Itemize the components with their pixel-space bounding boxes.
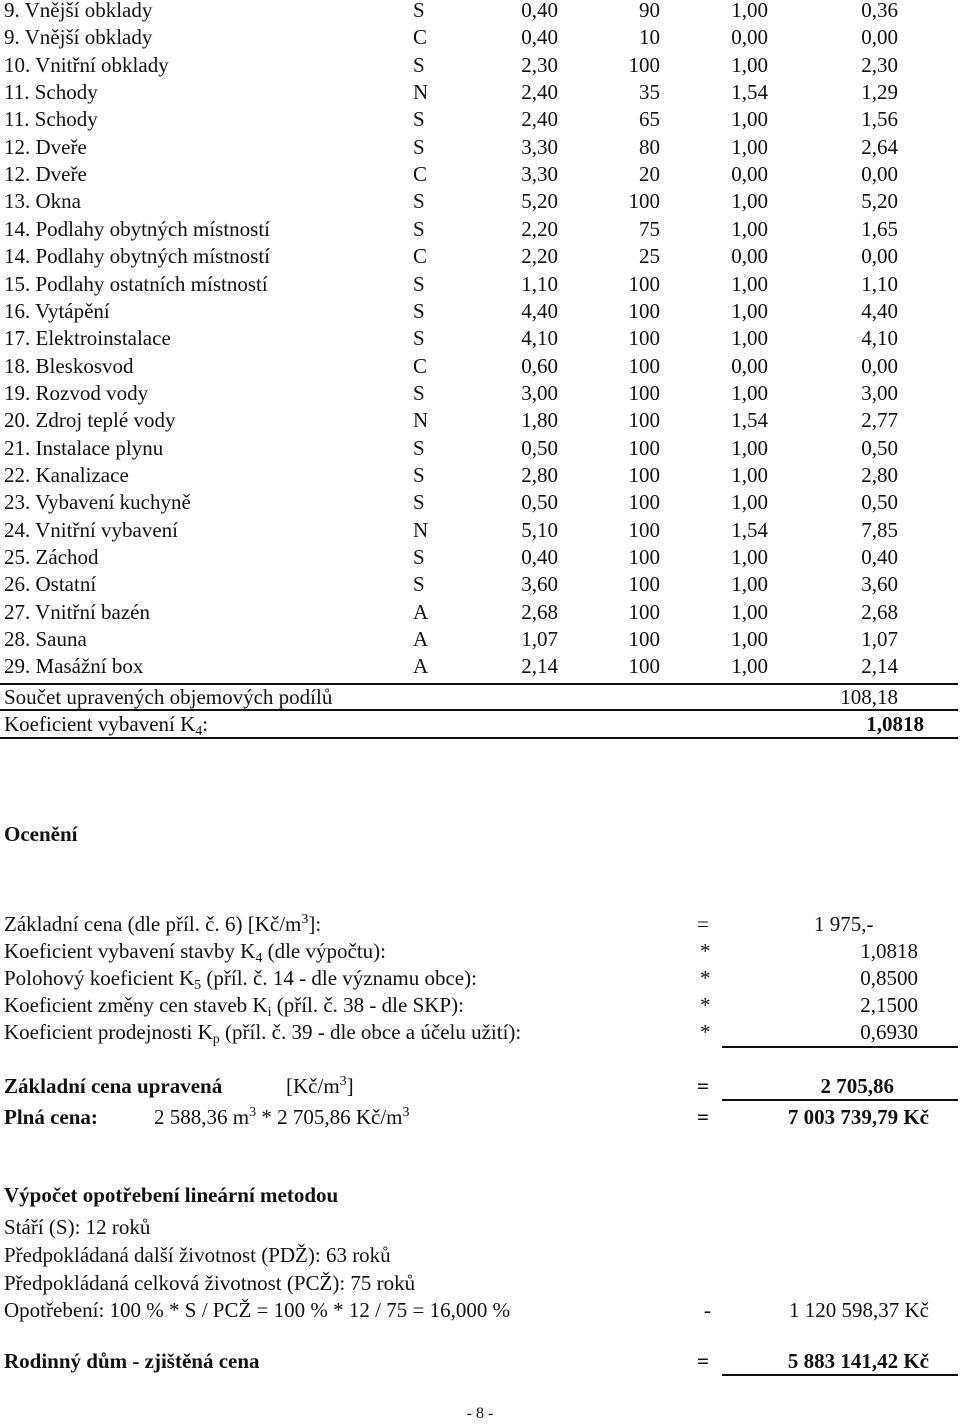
ki-op: *	[700, 993, 711, 1017]
cell-v1: 0,60	[521, 353, 558, 378]
cell-v3: 1,00	[731, 271, 768, 296]
table-row	[0, 188, 960, 215]
cell-v2: 100	[628, 52, 660, 77]
cell-v2: 100	[628, 435, 660, 460]
cell-v4: 0,00	[861, 244, 898, 269]
cell-name: 9. Vnější obklady	[4, 25, 153, 50]
cell-v2: 100	[628, 298, 660, 323]
page-number: - 8 -	[466, 1405, 494, 1422]
cell-v3: 1,00	[731, 326, 768, 351]
cell-v4: 4,10	[861, 326, 898, 351]
cell-v3: 1,00	[731, 0, 768, 22]
result-label: Rodinný dům - zjištěná cena	[4, 1349, 260, 1373]
cell-v4: 2,14	[861, 654, 898, 679]
kp-label: Koeficient prodejnosti $K_p$ (příl. č. 39 - dle obce a účelu užití):	[4, 1020, 522, 1047]
cell-v3: 1,00	[731, 298, 768, 323]
cell-v1: 5,10	[521, 517, 558, 542]
cell-v4: 1,29	[861, 80, 898, 105]
cell-v1: 0,50	[521, 435, 558, 460]
cell-v4: 2,80	[861, 462, 898, 487]
kp-underline	[722, 1046, 958, 1048]
cell-v1: 0,40	[521, 25, 558, 50]
cell-v3: 1,00	[731, 599, 768, 624]
cell-code: S	[413, 545, 425, 569]
full-price-label: Plná cena:	[4, 1105, 98, 1129]
cell-v4: 1,10	[861, 271, 898, 296]
base-price-label: Základní cena (dle příl. č. 6) $[Kč/m^3]$:	[4, 912, 322, 936]
cell-v3: 1,00	[731, 107, 768, 132]
cell-name: 11. Schody	[4, 107, 98, 132]
cell-v2: 100	[628, 326, 660, 351]
cell-v4: 0,00	[861, 25, 898, 50]
adjusted-price-label: Základní cena upravená	[4, 1074, 223, 1098]
cell-v1: 2,14	[521, 654, 558, 679]
cell-v2: 100	[628, 189, 660, 214]
adjusted-price-unit: $[Kč/m^3]$	[286, 1074, 354, 1098]
cell-v1: 2,40	[521, 107, 558, 132]
cell-v1: 2,68	[521, 599, 558, 624]
cell-name: 24. Vnitřní vybavení	[4, 517, 179, 542]
cell-v4: 1,65	[861, 216, 898, 241]
cell-code: S	[413, 271, 425, 296]
table-row	[0, 325, 960, 352]
cell-v2: 100	[628, 517, 660, 542]
cell-v4: 0,50	[861, 435, 898, 460]
cell-name: 12. Dveře	[4, 162, 87, 187]
full-price-expression: 2 588,36 $m^3 * 2$ 705,86 $Kč/m^3$	[154, 1105, 410, 1129]
sum-label: Součet upravených objemových podílů	[4, 685, 333, 709]
cell-name: 27. Vnitřní bazén	[4, 599, 150, 624]
k4-op: *	[700, 939, 711, 963]
cell-name: 9. Vnější obklady	[4, 0, 153, 22]
cell-v4: 0,50	[861, 490, 898, 515]
cell-code: S	[413, 52, 425, 77]
cell-v4: 2,68	[861, 599, 898, 624]
cell-code: N	[413, 408, 429, 433]
cell-v4: 0,36	[861, 0, 898, 22]
kp-value: 0,6930	[860, 1020, 918, 1044]
cell-name: 14. Podlahy obytných místností	[4, 244, 271, 269]
k4-label: Koeficient vybavení stavby $K_4$ (dle výpočtu):	[4, 939, 386, 966]
cell-v3: 1,54	[731, 517, 768, 542]
table-row	[0, 161, 960, 188]
cell-v1: 3,30	[521, 134, 558, 159]
cell-v1: 5,20	[521, 189, 558, 214]
cell-v4: 4,40	[861, 298, 898, 323]
cell-v3: 1,00	[731, 52, 768, 77]
cell-v3: 1,00	[731, 134, 768, 159]
table-row	[0, 599, 960, 626]
cell-v1: 2,30	[521, 52, 558, 77]
cell-name: 18. Bleskosvod	[4, 353, 134, 378]
cell-v4: 0,00	[861, 162, 898, 187]
table-row	[0, 52, 960, 79]
wear-age: Stáří (S): 12 roků	[4, 1215, 151, 1239]
cell-name: 12. Dveře	[4, 134, 87, 159]
cell-name: 26. Ostatní	[4, 572, 97, 597]
base-price-value: 1 975,-	[814, 912, 874, 936]
table-row	[0, 626, 960, 653]
cell-v4: 1,07	[861, 627, 898, 652]
cell-code: C	[413, 25, 428, 50]
cell-v1: 3,30	[521, 162, 558, 187]
cell-v3: 0,00	[731, 353, 768, 378]
wear-remaining: Předpokládaná další životnost (PDŽ): 63 roků	[4, 1243, 391, 1267]
k5-value: 0,8500	[860, 966, 918, 990]
k5-op: *	[700, 966, 711, 990]
cell-v3: 1,54	[731, 80, 768, 105]
table-row	[0, 243, 960, 270]
table-row	[0, 79, 960, 106]
cell-code: S	[413, 490, 425, 515]
kp-op: *	[700, 1020, 711, 1044]
cell-v1: 0,40	[521, 0, 558, 22]
table-row	[0, 517, 960, 544]
wear-calculation: Opotřebení: 100 % * S / PCŽ = 100 % * 12 / 75 = 16,000 %	[4, 1298, 511, 1322]
cell-v3: 1,00	[731, 545, 768, 569]
cell-v2: 100	[628, 572, 660, 597]
cell-code: S	[413, 380, 425, 405]
cell-v1: 1,80	[521, 408, 558, 433]
cell-v4: 5,20	[861, 189, 898, 214]
ki-value: 2,1500	[860, 993, 918, 1017]
cell-name: 28. Sauna	[4, 627, 87, 652]
cell-v3: 0,00	[731, 244, 768, 269]
cell-v3: 1,00	[731, 435, 768, 460]
coef-divider	[0, 737, 958, 739]
table-row	[0, 106, 960, 133]
result-underline	[722, 1374, 958, 1376]
cell-name: 21. Instalace plynu	[4, 435, 164, 460]
cell-v4: 7,85	[861, 517, 898, 542]
full-price-value: 7 003 739,79 Kč	[787, 1105, 929, 1129]
cell-v3: 1,54	[731, 408, 768, 433]
coef-value: 1,0818	[866, 712, 924, 736]
cell-v2: 100	[628, 654, 660, 679]
oceneni-heading: Ocenění	[4, 822, 78, 846]
table-row	[0, 653, 960, 680]
cell-v1: 4,10	[521, 326, 558, 351]
table-row	[0, 489, 960, 516]
cell-code: C	[413, 244, 428, 269]
cell-v3: 0,00	[731, 25, 768, 50]
cell-name: 20. Zdroj teplé vody	[4, 408, 176, 433]
cell-v1: 0,40	[521, 545, 558, 569]
wear-op: -	[704, 1298, 711, 1322]
cell-name: 11. Schody	[4, 80, 98, 105]
cell-code: N	[413, 80, 429, 105]
cell-v2: 100	[628, 271, 660, 296]
cell-v1: 2,20	[521, 216, 558, 241]
cell-v4: 2,77	[861, 408, 898, 433]
cell-v2: 90	[639, 0, 660, 22]
cell-code: A	[413, 627, 429, 652]
cell-v4: 0,40	[861, 545, 898, 569]
cell-name: 29. Masážní box	[4, 654, 144, 679]
table-row	[0, 216, 960, 243]
cell-v1: 0,50	[521, 490, 558, 515]
cell-v1: 3,60	[521, 572, 558, 597]
table-row	[0, 24, 960, 51]
cell-name: 22. Kanalizace	[4, 462, 129, 487]
cell-v2: 100	[628, 408, 660, 433]
cell-code: S	[413, 462, 425, 487]
cell-v4: 2,30	[861, 52, 898, 77]
cell-code: A	[413, 599, 429, 624]
cell-name: 13. Okna	[4, 189, 81, 214]
adjusted-price-op: =	[697, 1074, 709, 1098]
cell-name: 17. Elektroinstalace	[4, 326, 171, 351]
cell-v1: 2,80	[521, 462, 558, 487]
cell-v4: 1,56	[861, 107, 898, 132]
cell-v2: 25	[639, 244, 660, 269]
cell-v1: 3,00	[521, 380, 558, 405]
table-row	[0, 134, 960, 161]
cell-code: S	[413, 134, 425, 159]
table-row	[0, 353, 960, 380]
cell-code: N	[413, 517, 429, 542]
full-price-op: =	[697, 1105, 709, 1129]
table-row	[0, 380, 960, 407]
cell-v3: 0,00	[731, 162, 768, 187]
k5-label: Polohový koeficient $K_5$ (příl. č. 14 - dle významu obce):	[4, 966, 477, 993]
cell-v2: 100	[628, 599, 660, 624]
cell-v2: 10	[639, 25, 660, 50]
cell-code: S	[413, 107, 425, 132]
cell-v2: 100	[628, 353, 660, 378]
cell-v2: 100	[628, 380, 660, 405]
cell-v2: 80	[639, 134, 660, 159]
cell-v1: 2,40	[521, 80, 558, 105]
cell-name: 10. Vnitřní obklady	[4, 52, 169, 77]
table-row	[0, 571, 960, 598]
cell-name: 19. Rozvod vody	[4, 380, 149, 405]
result-op: =	[697, 1349, 709, 1373]
cell-name: 15. Podlahy ostatních místností	[4, 271, 268, 296]
table-row	[0, 298, 960, 325]
cell-code: S	[413, 298, 425, 323]
cell-code: S	[413, 326, 425, 351]
cell-v3: 1,00	[731, 462, 768, 487]
cell-code: C	[413, 162, 428, 187]
cell-v3: 1,00	[731, 490, 768, 515]
cell-v2: 35	[639, 80, 660, 105]
cell-code: S	[413, 189, 425, 214]
cell-code: S	[413, 0, 425, 22]
cell-code: C	[413, 353, 428, 378]
cell-v1: 4,40	[521, 298, 558, 323]
cell-v3: 1,00	[731, 654, 768, 679]
cell-v2: 100	[628, 490, 660, 515]
base-price-op: =	[697, 912, 709, 936]
cell-name: 16. Vytápění	[4, 298, 110, 323]
cell-v4: 3,00	[861, 380, 898, 405]
k4-value: 1,0818	[860, 939, 918, 963]
cell-v2: 100	[628, 545, 660, 569]
cell-name: 25. Záchod	[4, 545, 99, 569]
result-value: 5 883 141,42 Kč	[787, 1349, 929, 1373]
adjusted-price-value: 2 705,86	[820, 1074, 894, 1098]
table-row	[0, 0, 960, 24]
cell-v3: 1,00	[731, 572, 768, 597]
table-row	[0, 271, 960, 298]
cell-v4: 0,00	[861, 353, 898, 378]
cell-v2: 65	[639, 107, 660, 132]
cell-v3: 1,00	[731, 627, 768, 652]
cell-code: S	[413, 572, 425, 597]
cell-v1: 1,10	[521, 271, 558, 296]
coef-label: Koeficient vybavení $K_4$:	[4, 712, 209, 739]
table-row	[0, 407, 960, 434]
ki-label: Koeficient změny cen staveb $K_i$ (příl. č. 38 - dle SKP):	[4, 993, 464, 1020]
sum-value: 108,18	[840, 685, 898, 709]
cell-name: 23. Vybavení kuchyně	[4, 490, 191, 515]
cell-v3: 1,00	[731, 216, 768, 241]
cell-v4: 2,64	[861, 134, 898, 159]
cell-v2: 20	[639, 162, 660, 187]
cell-v2: 75	[639, 216, 660, 241]
table-row	[0, 435, 960, 462]
cell-v1: 2,20	[521, 244, 558, 269]
cell-code: S	[413, 435, 425, 460]
cell-code: S	[413, 216, 425, 241]
table-row	[0, 462, 960, 489]
cell-v3: 1,00	[731, 380, 768, 405]
cell-name: 14. Podlahy obytných místností	[4, 216, 271, 241]
table-row	[0, 544, 960, 571]
adjusted-price-underline	[722, 1099, 958, 1101]
cell-v2: 100	[628, 462, 660, 487]
cell-v1: 1,07	[521, 627, 558, 652]
cell-v2: 100	[628, 627, 660, 652]
cell-code: A	[413, 654, 429, 679]
wear-total: Předpokládaná celková životnost (PCŽ): 75 roků	[4, 1271, 416, 1295]
cell-v3: 1,00	[731, 189, 768, 214]
cell-v4: 3,60	[861, 572, 898, 597]
wear-heading: Výpočet opotřebení lineární metodou	[4, 1183, 339, 1207]
wear-value: 1 120 598,37 Kč	[789, 1298, 929, 1322]
